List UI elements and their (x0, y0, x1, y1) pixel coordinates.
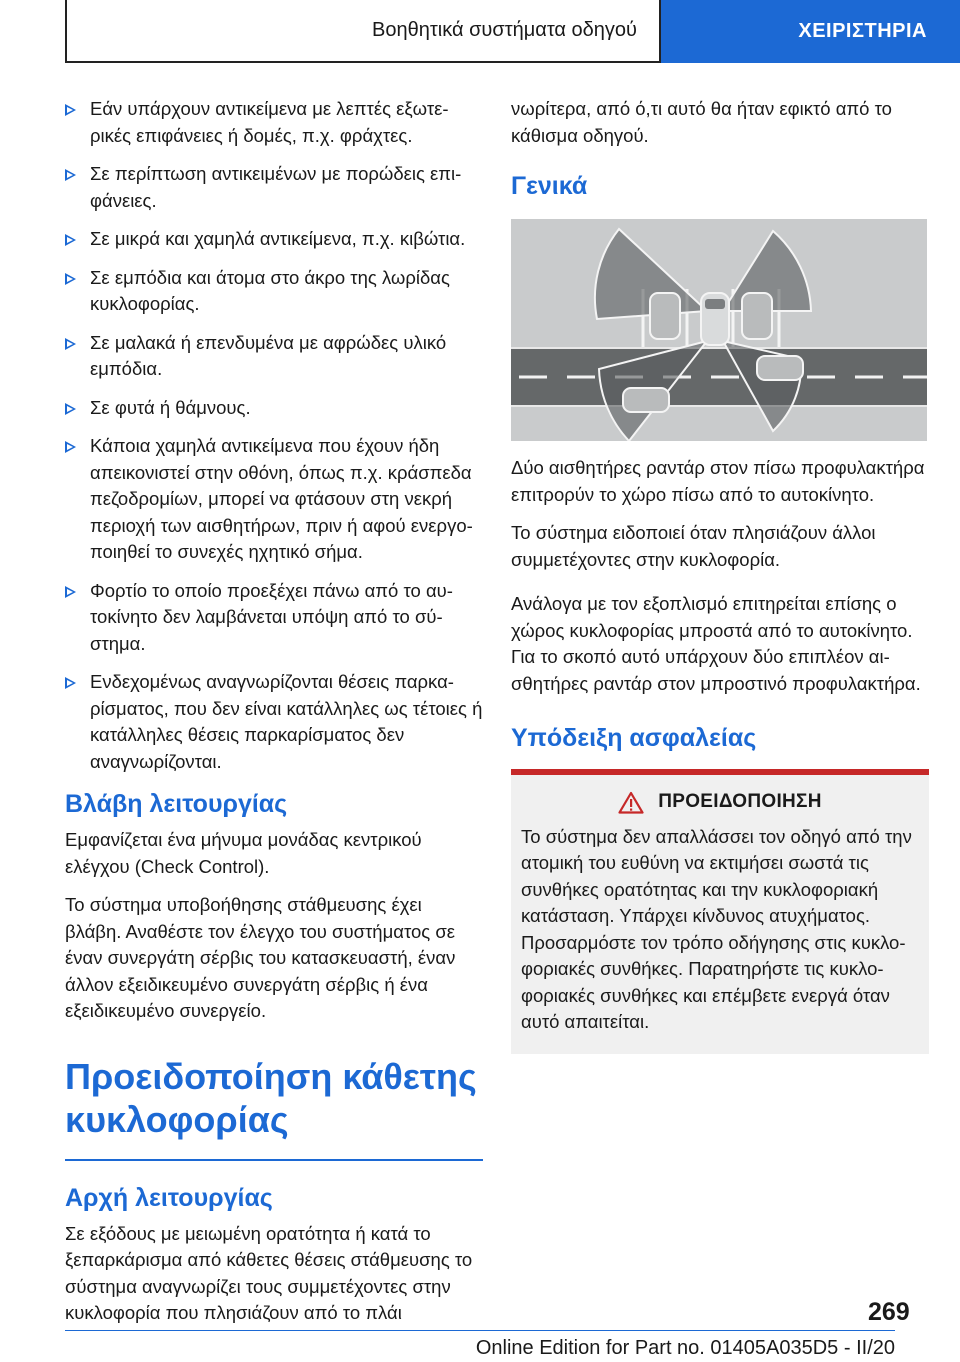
triangle-bullet-icon (65, 169, 76, 181)
left-column (65, 96, 483, 1339)
list-item: Ενδεχομένως αναγνωρίζονται θέσεις παρκαρίσματος, που δεν είναι κατάλληλες ως τέτοιες ή κατάλληλες θέσεις παρκαρίσματος δεν αναγνωρίζονται. (65, 669, 483, 775)
principle-paragraph: Σε εξόδους με μειωμένη ορατότητα ή κατά το ξεπαρκάρισμα από κάθετες θέσεις στάθμευσης το σύστημα αναγνωρίζει τους συμμετέχοντες στην κυκλοφορία που πλησιάζουν από το πλάι (65, 1222, 473, 1323)
warning-text: Το σύστημα δεν απαλλάσσει τον οδηγό από την ατομική του ευθύνη να εκτιμήσει σωστά τις συνθήκες ορατότητας και την κυκλοφοριακή κατάσταση. Υπάρχει κίνδυνος ατυχήματος. Προσαρμόστε τον τρόπο οδήγησης στις κυκλοφοριακές συνθήκες. Παρατηρήστε τις κυκλοφοριακές συνθήκες και επέμβετε ενεργά όταν αυτό απαιτείται. (521, 825, 912, 1032)
edition-footer: Online Edition for Part no. 01405A035D5 - II/20 (475, 1337, 895, 1359)
safety-heading: Υπόδειξη ασφαλείας (511, 724, 757, 752)
chapter-title: ΧΕΙΡΙΣΤΗΡΙΑ (798, 20, 927, 42)
limitations-list (65, 96, 483, 775)
footer-rule (65, 1330, 895, 1331)
list-item: Σε περίπτωση αντικειμένων με πορώδεις επιφάνειες. (65, 161, 483, 214)
general-paragraph: Ανάλογα με τον εξοπλισμό επιτηρείται επίσης ο χώρος κυκλοφορίας μπροστά από το αυτοκίνητο. Για το σκοπό αυτό υπάρχουν δύο επιπλέον αισθητήρες ραντάρ στον μπροστινό προφυλακτήρα. (511, 593, 921, 694)
page-number: 269 (868, 1298, 910, 1326)
list-item: Σε φυτά ή θάμνους. (65, 395, 483, 422)
warning-title: ΠΡΟΕΙΔΟΠΟΙΗΣΗ (658, 791, 822, 812)
warning-box (511, 775, 929, 1054)
warning-triangle-icon (618, 791, 644, 814)
triangle-bullet-icon (65, 338, 76, 350)
header-section-title (65, 0, 661, 63)
list-item: Σε εμπόδια και άτομα στο άκρο της λωρίδας κυκλοφορίας. (65, 265, 483, 318)
list-item: Κάποια χαμηλά αντικείμενα που έχουν ήδη απεικονιστεί στην οθόνη, όπως π.χ. κράσπεδα πεζοδρομίων, μπορεί να φτάσουν στη νεκρή περιοχή των αισθητήρων, πριν ή αφού ενεργοποιηθεί το συνεχές ηχητικό σήμα. (65, 433, 483, 566)
continuation-paragraph: νωρίτερα, από ό,τι αυτό θα ήταν εφικτό από το κάθισμα οδηγού. (511, 98, 892, 146)
general-paragraph: Το σύστημα ειδοποιεί όταν πλησιάζουν άλλοι συμμετέχοντες στην κυκλοφορία. (511, 522, 876, 570)
triangle-bullet-icon (65, 273, 76, 285)
triangle-bullet-icon (65, 677, 76, 689)
main-section-heading: Προειδοποίηση κάθετης κυκλοφορίας (65, 1055, 477, 1140)
malfunction-paragraph: Εμφανίζεται ένα μήνυμα μονάδας κεντρικού ελέγχου (Check Control). (65, 829, 422, 877)
list-item: Σε μικρά και χαμηλά αντικείμενα, π.χ. κιβώτια. (65, 226, 483, 253)
warning-header (521, 789, 919, 816)
heading-rule (65, 1159, 483, 1161)
general-paragraph: Δύο αισθητήρες ραντάρ στον πίσω προφυλακτήρα επιτρορύν το χώρο πίσω από το αυτοκίνητο. (511, 457, 925, 505)
triangle-bullet-icon (65, 234, 76, 246)
general-heading: Γενικά (511, 172, 588, 200)
triangle-bullet-icon (65, 441, 76, 453)
list-item: Φορτίο το οποίο προεξέχει πάνω από το αυτοκίνητο δεν λαμβάνεται υπόψη από το σύστημα. (65, 578, 483, 658)
malfunction-paragraph: Το σύστημα υποβοήθησης στάθμευσης έχει βλάβη. Αναθέστε τον έλεγχο του συστήματος σε έναν συνεργάτη σέρβις του κατασκευαστή, έναν άλλον εξειδικευμένο συνεργάτη σέρβις ή ένα εξειδικευμένο συνεργείο. (65, 894, 456, 1021)
radar-coverage-illustration (511, 219, 927, 441)
triangle-bullet-icon (65, 104, 76, 116)
principle-heading: Αρχή λειτουργίας (65, 1183, 273, 1212)
malfunction-heading: Βλάβη λειτουργίας (65, 790, 288, 818)
right-column (511, 96, 929, 1054)
list-item: Σε μαλακά ή επενδυμένα με αφρώδες υλικό εμπόδια. (65, 330, 483, 383)
header-chapter-tab[interactable] (661, 0, 960, 63)
list-item: Εάν υπάρχουν αντικείμενα με λεπτές εξωτερικές επιφάνειες ή δομές, π.χ. φράχτες. (65, 96, 483, 149)
triangle-bullet-icon (65, 403, 76, 415)
triangle-bullet-icon (65, 586, 76, 598)
section-title: Βοηθητικά συστήματα οδηγού (372, 19, 637, 41)
